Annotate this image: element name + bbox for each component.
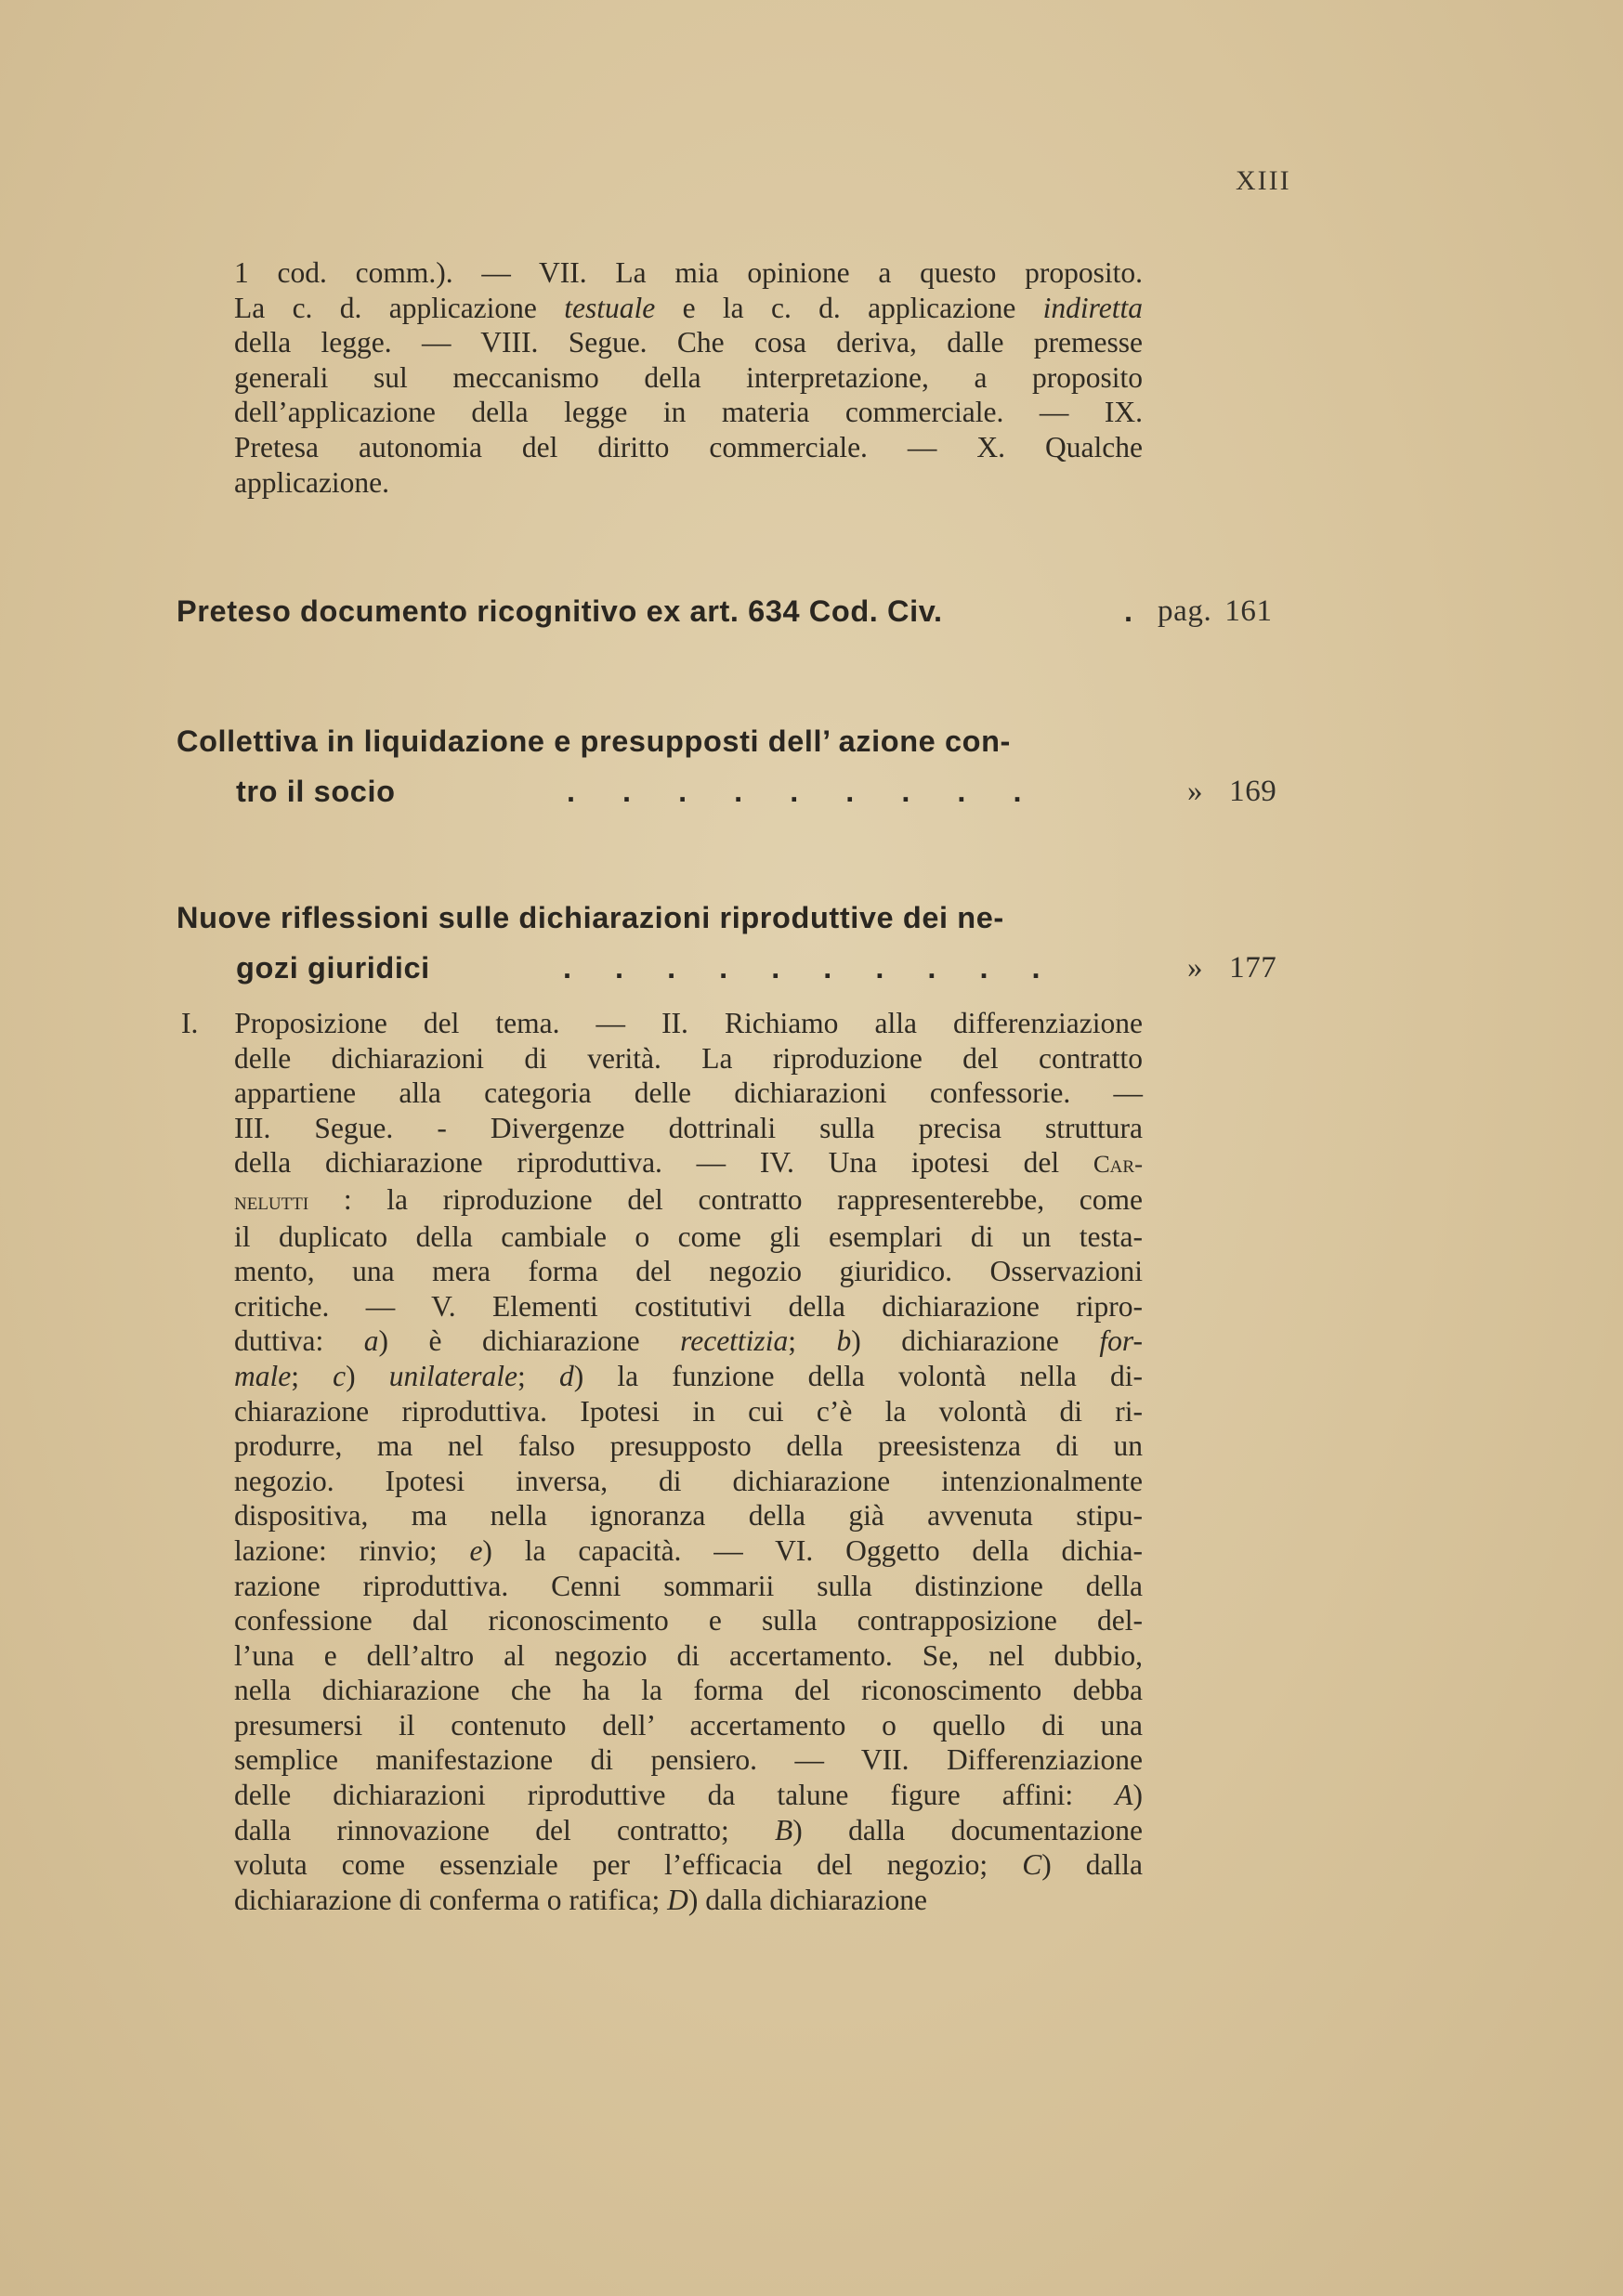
text-run: semplice manifestazione di pensiero. — VII. Differenziazione: [234, 1743, 1143, 1777]
text-run: delle dichiarazioni riproduttive da talune figure affini:: [234, 1779, 1116, 1812]
toc-entry-page: [1158, 594, 1273, 629]
text-run: il duplicato della cambiale o come gli esemplari di un testa-: [234, 1220, 1143, 1253]
text-line: [181, 1847, 1143, 1883]
small-caps-text: nelutti: [234, 1186, 309, 1215]
text-run: ) è dichiarazione: [378, 1324, 681, 1358]
text-run: La c. d. applicazione: [234, 291, 565, 324]
text-run: critiche. — V. Elementi costitutivi della dichiarazione ripro-: [234, 1289, 1143, 1323]
text-run: dispositiva, ma nella ignoranza della già avvenuta stipu-: [234, 1499, 1143, 1533]
italic-text: D: [667, 1883, 688, 1916]
text-line: [181, 1569, 1143, 1604]
text-line: [181, 1289, 1143, 1324]
text-line: [181, 1708, 1143, 1743]
small-caps-text: Car-: [1093, 1150, 1143, 1179]
text-run: ) dichiarazione: [851, 1324, 1100, 1358]
text-run: appartiene alla categoria delle dichiarazioni confessorie. —: [234, 1076, 1143, 1110]
text-line: [181, 1673, 1143, 1708]
text-run: razione riproduttiva. Cenni sommarii sulla distinzione della: [234, 1569, 1143, 1602]
intro-summary: [234, 255, 1143, 500]
page-label: »: [1187, 775, 1204, 808]
toc-entry-leader: . . . . . . . . . .: [563, 951, 1041, 985]
text-run: III. Segue. - Divergenze dottrinali sulla precisa struttura: [234, 1111, 1143, 1144]
text-run: ) dalla: [1041, 1848, 1143, 1882]
italic-text: B: [775, 1813, 793, 1846]
italic-text: A: [1115, 1779, 1133, 1812]
text-run: della legge. — VIII. Segue. Che cosa deriva, dalle premesse: [234, 326, 1143, 359]
text-run: negozio. Ipotesi inversa, di dichiarazione intenzionalmente: [234, 1464, 1143, 1497]
text-run: confessione dal riconoscimento e sulla contrapposizione del-: [234, 1604, 1143, 1637]
text-line: [181, 1324, 1143, 1359]
italic-text: unilaterale: [388, 1359, 518, 1392]
text-line: [181, 1603, 1143, 1638]
text-line: [181, 1145, 1143, 1182]
text-run: ) la capacità. — VI. Oggetto della dichia-: [482, 1533, 1143, 1567]
text-run: ;: [291, 1359, 334, 1392]
text-run: chiarazione riproduttiva. Ipotesi in cui c’è la volontà di ri-: [234, 1394, 1143, 1428]
text-line: [234, 395, 1143, 430]
text-line: [181, 1742, 1143, 1778]
entry-summary: [181, 1006, 1143, 1917]
text-run: e la c. d. applicazione: [655, 291, 1043, 324]
text-line: [181, 1428, 1143, 1464]
italic-text: d: [558, 1359, 574, 1392]
text-run: generali sul meccanismo della interpretazione, a proposito: [234, 360, 1143, 394]
toc-entry-title: Collettiva in liquidazione e presupposti dell’ azione con-: [177, 724, 1011, 758]
text-run: presumersi il contenuto dell’ accertamento o quello di una: [234, 1708, 1143, 1742]
text-line: [234, 291, 1143, 326]
page-ref: 161: [1224, 594, 1273, 628]
text-run: ;: [788, 1324, 837, 1358]
page-label: »: [1187, 951, 1204, 985]
italic-text: e: [469, 1533, 483, 1567]
italic-text: male: [234, 1359, 292, 1392]
text-run: della dichiarazione riproduttiva. — IV. Una ipotesi del: [234, 1146, 1093, 1180]
text-run: ) dalla dichiarazione: [687, 1883, 927, 1916]
text-run: applicazione.: [234, 465, 390, 499]
page-ref: 177: [1229, 951, 1277, 985]
page-ref: 169: [1229, 775, 1277, 808]
text-line: [181, 1498, 1143, 1533]
page-label: pag.: [1158, 594, 1212, 628]
toc-entry-page: [1187, 951, 1276, 985]
italic-text: b: [836, 1324, 852, 1358]
text-run: delle dichiarazioni di verità. La riproduzione del contratto: [234, 1041, 1143, 1075]
page-number: XIII: [1236, 165, 1291, 196]
italic-text: a: [363, 1324, 379, 1358]
text-line: [234, 430, 1143, 465]
italic-text: indiretta: [1042, 291, 1143, 324]
toc-entry-title: Nuove riflessioni sulle dichiarazioni riproduttive dei ne-: [177, 901, 1004, 934]
text-run: produrre, ma nel falso presupposto della preesistenza di un: [234, 1429, 1143, 1463]
text-line: [181, 1111, 1143, 1146]
italic-text: for-: [1099, 1324, 1143, 1358]
toc-entry-leader: .: [1124, 594, 1133, 628]
text-line: [181, 1254, 1143, 1289]
text-line: [181, 1464, 1143, 1499]
text-run: ): [346, 1359, 389, 1392]
text-run: nella dichiarazione che ha la forma del riconoscimento debba: [234, 1674, 1143, 1707]
toc-entry-title-continued: gozi giuridici: [236, 951, 430, 985]
text-run: dell’applicazione della legge in materia commerciale. — IX.: [234, 396, 1143, 429]
text-line: [181, 1813, 1143, 1848]
text-run: duttiva:: [234, 1324, 364, 1358]
text-line: [181, 1182, 1143, 1220]
text-run: l’una e dell’altro al negozio di accertamento. Se, nel dubbio,: [234, 1638, 1143, 1672]
text-line: [234, 360, 1143, 396]
text-line: [181, 1638, 1143, 1674]
italic-text: testuale: [564, 291, 656, 324]
text-run: ) la funzione della volontà nella di-: [573, 1359, 1143, 1392]
text-run: : la riproduzione del contratto rappresenterebbe, come: [308, 1182, 1143, 1216]
text-line: [234, 325, 1143, 360]
italic-text: C: [1022, 1848, 1042, 1882]
text-run: lazione: rinvio;: [234, 1533, 470, 1567]
text-line: [181, 1359, 1143, 1394]
text-line: [234, 255, 1143, 291]
text-run: dichiarazione di conferma o ratifica;: [234, 1883, 668, 1916]
text-run: ;: [517, 1359, 559, 1392]
text-run: ): [1132, 1779, 1143, 1812]
toc-entry-title-continued: tro il socio: [236, 775, 396, 808]
text-run: dalla rinnovazione del contratto;: [234, 1813, 776, 1846]
italic-text: recettizia: [680, 1324, 789, 1358]
text-line: [181, 1006, 1143, 1041]
text-run: Pretesa autonomia del diritto commerciale. — X. Qualche: [234, 430, 1143, 463]
toc-entry-page: [1187, 775, 1276, 809]
text-line: [181, 1076, 1143, 1111]
italic-text: c: [333, 1359, 347, 1392]
text-line: [234, 465, 1143, 501]
text-line: [181, 1220, 1143, 1255]
toc-entry-leader: . . . . . . . . .: [567, 775, 1022, 808]
text-line: [181, 1778, 1143, 1813]
text-run: I. Proposizione del tema. — II. Richiamo alla differenziazione: [181, 1007, 1143, 1039]
text-run: 1 cod. comm.). — VII. La mia opinione a questo proposito.: [234, 256, 1143, 289]
text-line: [181, 1533, 1143, 1569]
text-line: [181, 1041, 1143, 1076]
toc-entry-title: Preteso documento ricognitivo ex art. 634 Cod. Civ.: [177, 594, 943, 628]
text-run: voluta come essenziale per l’efficacia del negozio;: [234, 1848, 1023, 1882]
text-run: ) dalla documentazione: [792, 1813, 1143, 1846]
text-run: mento, una mera forma del negozio giuridico. Osservazioni: [234, 1255, 1143, 1288]
text-line: [181, 1394, 1143, 1429]
text-line: [181, 1883, 1143, 1918]
